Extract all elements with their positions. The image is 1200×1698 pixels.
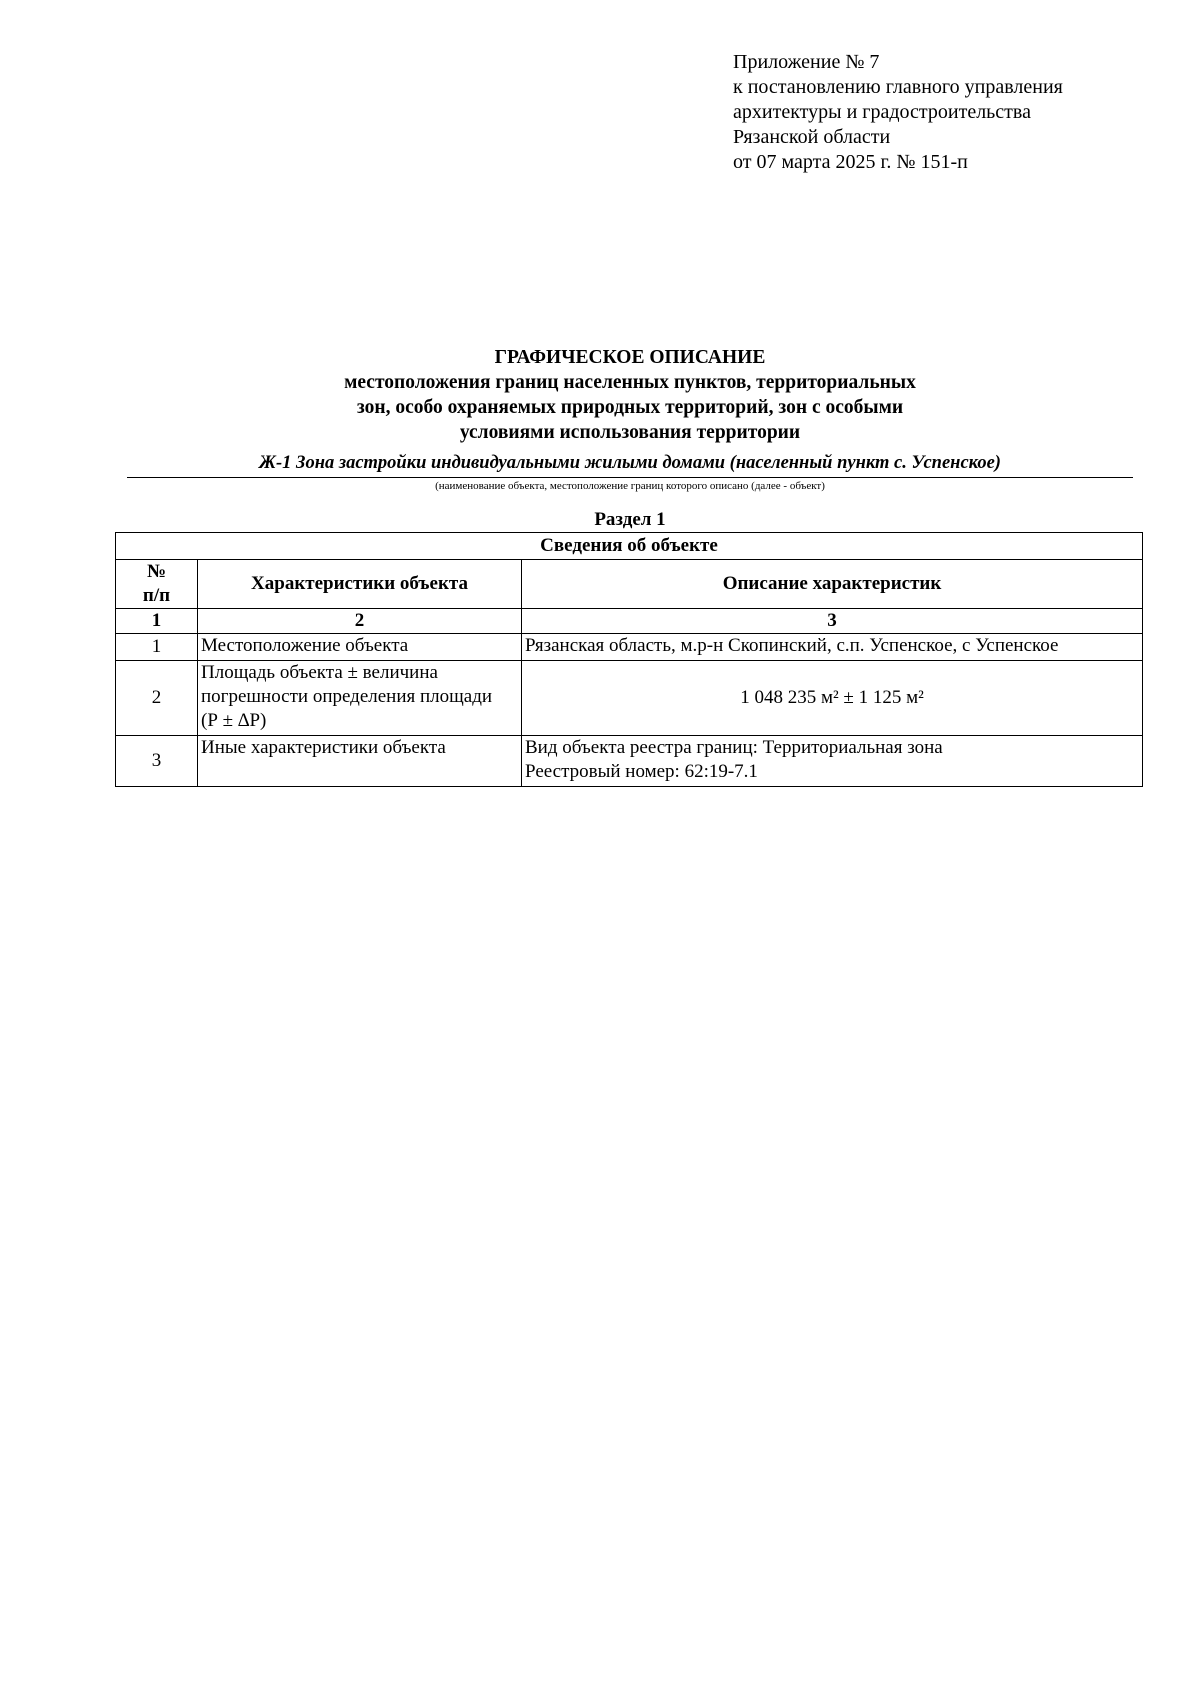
document-title: [127, 345, 1133, 445]
annex-line: Приложение № 7: [733, 51, 880, 73]
section-title: Раздел 1: [594, 509, 666, 530]
header-num-line: №: [146, 561, 167, 582]
underline-rule: [127, 477, 1133, 478]
column-number: 3: [522, 609, 1143, 634]
characteristic-line: погрешности определения площади: [201, 686, 493, 707]
header-num: [116, 560, 198, 609]
characteristic-line: Площадь объекта ± величина: [201, 662, 438, 683]
table-row: [116, 736, 1143, 787]
annex-line: архитектуры и градостроительства: [733, 101, 1031, 123]
object-info-table: [115, 532, 1143, 787]
row-description: Рязанская область, м.р-н Скопинский, с.п. Успенское, с Успенское: [522, 634, 1143, 661]
row-description: 1 048 235 м² ± 1 125 м²: [522, 661, 1143, 736]
row-number: 3: [116, 736, 198, 787]
row-description: [522, 736, 1143, 787]
annex-line: к постановлению главного управления: [733, 76, 1063, 98]
row-characteristic: [198, 661, 522, 736]
row-characteristic: Иные характеристики объекта: [198, 736, 522, 787]
column-number: 1: [116, 609, 198, 634]
annex-header: [733, 50, 1063, 175]
characteristic-line: (Р ± ∆Р): [201, 710, 267, 731]
annex-line: от 07 марта 2025 г. № 151-п: [733, 151, 968, 173]
table-title: Сведения об объекте: [116, 533, 1143, 560]
row-number: 1: [116, 634, 198, 661]
annex-line: Рязанской области: [733, 126, 891, 148]
header-characteristics: Характеристики объекта: [198, 560, 522, 609]
row-characteristic: Местоположение объекта: [198, 634, 522, 661]
table-header-row: [116, 560, 1143, 609]
title-line: местоположения границ населенных пунктов, территориальных: [344, 372, 916, 393]
description-line: Реестровый номер: 62:19-7.1: [525, 761, 758, 782]
object-caption: (наименование объекта, местоположение границ которого описано (далее - объект): [435, 480, 825, 492]
header-description: Описание характеристик: [522, 560, 1143, 609]
table-title-row: [116, 533, 1143, 560]
row-number: 2: [116, 661, 198, 736]
column-number: 2: [198, 609, 522, 634]
header-num-line: п/п: [142, 585, 171, 606]
title-line: условиями использования территории: [459, 422, 801, 443]
object-name: Ж-1 Зона застройки индивидуальными жилыми домами (населенный пункт с. Успенское): [259, 453, 1001, 473]
table-row: [116, 661, 1143, 736]
title-line: зон, особо охраняемых природных территорий, зон с особыми: [356, 397, 904, 418]
column-number-row: [116, 609, 1143, 634]
title-line: ГРАФИЧЕСКОЕ ОПИСАНИЕ: [494, 347, 766, 368]
description-line: Вид объекта реестра границ: Территориальная зона: [525, 737, 943, 758]
table-row: [116, 634, 1143, 661]
